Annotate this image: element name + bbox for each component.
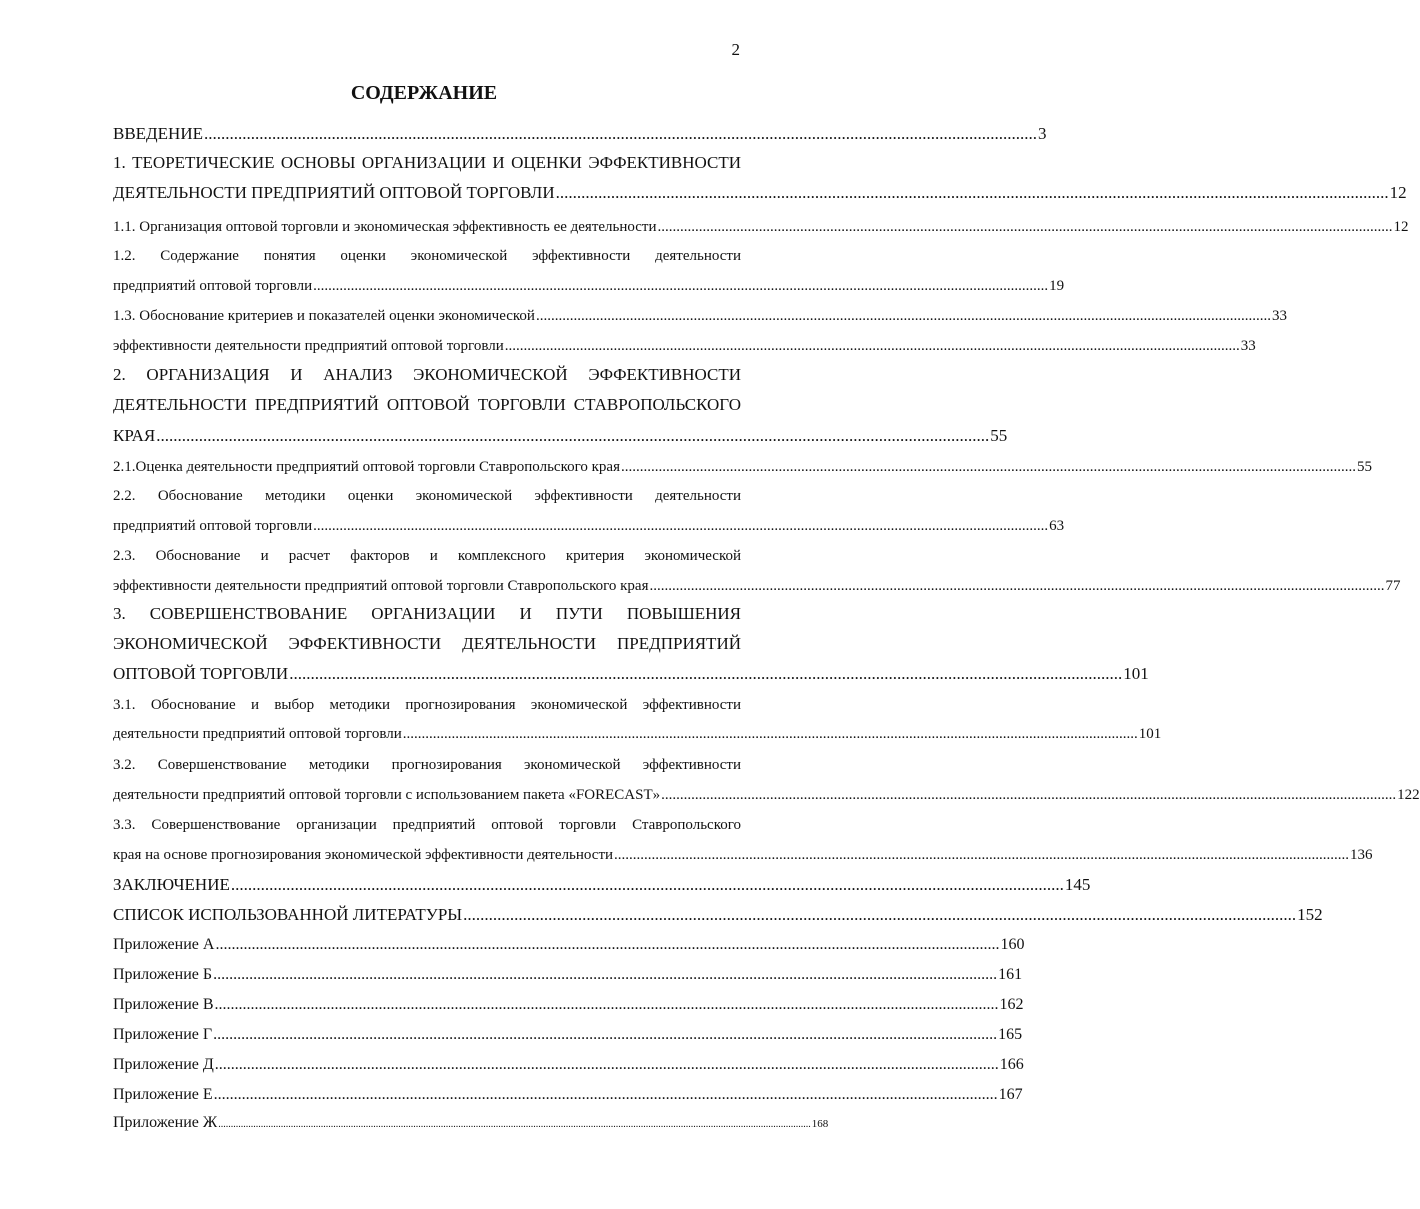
toc-leader-dots: .................................................................................................................................................................................................... [535,308,1271,324]
toc-row[interactable] [113,457,1372,477]
toc-entry-text: эффективности деятельности предприятий оптовой торговли Ставропольского края [113,578,649,594]
toc-entry-text: ОПТОВОЙ ТОРГОВЛИ [113,664,289,683]
toc-row[interactable] [113,336,1256,356]
toc-leader-dots: .................................................................................................................................................................................................... [156,426,990,445]
toc-leader-dots: .................................................................................................................................................................................................... [504,338,1240,354]
toc-entry-text: предприятий оптовой торговли [113,518,313,534]
toc-row[interactable] [113,695,741,715]
toc-entry-text: 1.3. Обоснование критериев и показателей оценки экономической [113,308,535,324]
toc-row[interactable] [113,486,741,506]
toc-row[interactable] [113,1055,1024,1075]
toc-row[interactable] [113,124,1047,144]
toc-page-number: 55 [990,426,1008,445]
toc-page-number: 3 [1037,124,1047,143]
toc-leader-dots: .................................................................................................................................................................................................... [213,1026,998,1043]
toc-entry-text: ЗАКЛЮЧЕНИЕ [113,875,230,894]
toc-row[interactable] [113,217,1409,237]
toc-entry-text: края на основе прогнозирования экономической эффективности деятельности [113,847,614,863]
toc-entry-text: 1.1. Организация оптовой торговли и экономическая эффективность ее деятельности [113,219,657,235]
toc-leader-dots: .................................................................................................................................................................................................... [213,1086,998,1103]
toc-leader-dots: .................................................................................................................................................................................................... [215,936,1000,953]
toc-row[interactable] [113,395,741,415]
toc-entry-text: ДЕЯТЕЛЬНОСТИ ПРЕДПРИЯТИЙ ОПТОВОЙ ТОРГОВЛИ [113,183,555,202]
toc-row[interactable] [113,183,1407,203]
toc-entry-text: Приложение Ж [113,1114,218,1131]
page-number: 2 [731,40,740,59]
toc-page-number: 33 [1240,338,1256,354]
toc-entry-text: ЭКОНОМИЧЕСКОЙ ЭФФЕКТИВНОСТИ ДЕЯТЕЛЬНОСТИ ПРЕДПРИЯТИЙ [113,634,741,653]
toc-page-number: 63 [1049,518,1065,534]
toc-leader-dots: .................................................................................................................................................................................................... [289,664,1123,683]
toc-row[interactable] [113,815,741,835]
toc-row[interactable] [113,153,741,173]
toc-page-number: 145 [1064,875,1091,894]
toc-page-number: 152 [1297,905,1323,924]
toc-leader-dots: .................................................................................................................................................................................................... [402,726,1138,742]
toc-entry-text: эффективности деятельности предприятий оптовой торговли [113,338,504,354]
toc-leader-dots: .................................................................................................................................................................................................... [313,278,1049,294]
toc-leader-dots: .................................................................................................................................................................................................... [213,966,998,983]
toc-leader-dots: .................................................................................................................................................................................................... [214,996,999,1013]
toc-row[interactable] [113,604,741,624]
page-title: СОДЕРЖАНИЕ [350,82,498,104]
toc-row[interactable] [113,875,1091,895]
toc-entry-text: деятельности предприятий оптовой торговли с использованием пакета «FORECAST» [113,787,661,803]
toc-entry-text: 2. ОРГАНИЗАЦИЯ И АНАЛИЗ ЭКОНОМИЧЕСКОЙ ЭФФЕКТИВНОСТИ [113,365,741,384]
toc-entry-text: 1.2. Содержание понятия оценки экономической эффективности деятельности [113,248,741,264]
toc-page-number: 77 [1385,578,1401,594]
toc-entry-text: 3.2. Совершенствование методики прогнозирования экономической эффективности [113,757,741,773]
toc-leader-dots: ............................................................................................................................................................................................................................................. [218,1119,811,1130]
toc-entry-text: Приложение Г [113,1026,213,1043]
toc-entry-text: предприятий оптовой торговли [113,278,313,294]
toc-row[interactable] [113,426,1008,446]
toc-leader-dots: .................................................................................................................................................................................................... [555,183,1389,202]
toc-page-number: 166 [999,1056,1024,1073]
toc-page-number: 136 [1350,847,1373,863]
toc-page-number: 167 [998,1086,1023,1103]
toc-row[interactable] [113,576,1401,596]
toc-entry-text: Приложение В [113,996,214,1013]
toc-page-number: 122 [1397,787,1420,803]
toc-leader-dots: .................................................................................................................................................................................................... [614,847,1350,863]
toc-page-number: 19 [1049,278,1065,294]
toc-leader-dots: .................................................................................................................................................................................................... [230,875,1064,894]
toc-page-number: 55 [1357,459,1372,475]
toc-row[interactable] [113,664,1149,684]
toc-entry-text: ДЕЯТЕЛЬНОСТИ ПРЕДПРИЯТИЙ ОПТОВОЙ ТОРГОВЛИ СТАВРОПОЛЬСКОГО [113,395,741,414]
toc-row[interactable] [113,306,1287,326]
toc-leader-dots: .................................................................................................................................................................................................... [657,219,1393,235]
toc-page-number: 168 [811,1118,829,1130]
toc-row[interactable] [113,785,1420,805]
toc-page-number: 12 [1393,219,1409,235]
toc-leader-dots: .................................................................................................................................................................................................... [661,787,1397,803]
toc-row[interactable] [113,1085,1023,1105]
toc-leader-dots: .................................................................................................................................................................................................... [463,905,1297,924]
toc-entry-text: КРАЯ [113,426,156,445]
toc-row[interactable] [113,965,1023,985]
toc-entry-text: Приложение Б [113,966,213,983]
toc-row[interactable] [113,365,741,385]
toc-entry-text: 3. СОВЕРШЕНСТВОВАНИЕ ОРГАНИЗАЦИИ И ПУТИ ПОВЫШЕНИЯ [113,604,741,623]
toc-entry-text: СПИСОК ИСПОЛЬЗОВАННОЙ ЛИТЕРАТУРЫ [113,905,463,924]
toc-page-number: 33 [1271,308,1287,324]
toc-row[interactable] [113,755,741,775]
toc-page-number: 101 [1123,664,1149,683]
toc-page-number: 101 [1138,726,1162,742]
toc-entry-text: 2.2. Обоснование методики оценки экономической эффективности деятельности [113,488,741,504]
toc-entry-text: Приложение Е [113,1086,213,1103]
toc-entry-text: 3.1. Обоснование и выбор методики прогнозирования экономической эффективности [113,697,741,713]
toc-page-number: 12 [1389,183,1407,202]
toc-row[interactable] [113,845,1373,865]
toc-entry-text: ВВЕДЕНИЕ [113,124,203,143]
toc-row[interactable] [113,276,1065,296]
toc-entry-text: 2.1.Оценка деятельности предприятий оптовой торговли Ставропольского края [113,459,620,475]
toc-row[interactable] [113,1025,1023,1045]
toc-row[interactable] [113,246,741,266]
toc-leader-dots: .................................................................................................................................................................................................... [203,124,1037,143]
toc-entry-text: деятельности предприятий оптовой торговли [113,726,402,742]
toc-row[interactable] [113,995,1024,1015]
toc-leader-dots: .................................................................................................................................................................................................... [621,459,1356,475]
toc-entry-text: 1. ТЕОРЕТИЧЕСКИЕ ОСНОВЫ ОРГАНИЗАЦИИ И ОЦЕНКИ ЭФФЕКТИВНОСТИ [113,153,741,172]
toc-page-number: 165 [998,1026,1023,1043]
toc-leader-dots: .................................................................................................................................................................................................... [313,518,1049,534]
toc-page-number: 162 [999,996,1024,1013]
toc-leader-dots: .................................................................................................................................................................................................... [214,1056,999,1073]
toc-row[interactable] [113,935,1025,955]
toc-row[interactable] [113,724,1162,744]
toc-entry-text: 2.3. Обоснование и расчет факторов и комплексного критерия экономической [113,548,741,564]
toc-entry-text: Приложение А [113,936,215,953]
toc-leader-dots: .................................................................................................................................................................................................... [649,578,1385,594]
toc-entry-text: 3.3. Совершенствование организации предприятий оптовой торговли Ставропольского [113,817,741,833]
toc-page-number: 160 [1000,936,1025,953]
toc-row[interactable] [113,634,741,654]
toc-row[interactable] [113,516,1065,536]
toc-row[interactable] [113,1113,829,1133]
toc-row[interactable] [113,546,741,566]
toc-row[interactable] [113,905,1323,925]
toc-entry-text: Приложение Д [113,1056,214,1073]
toc-page-number: 161 [998,966,1023,983]
